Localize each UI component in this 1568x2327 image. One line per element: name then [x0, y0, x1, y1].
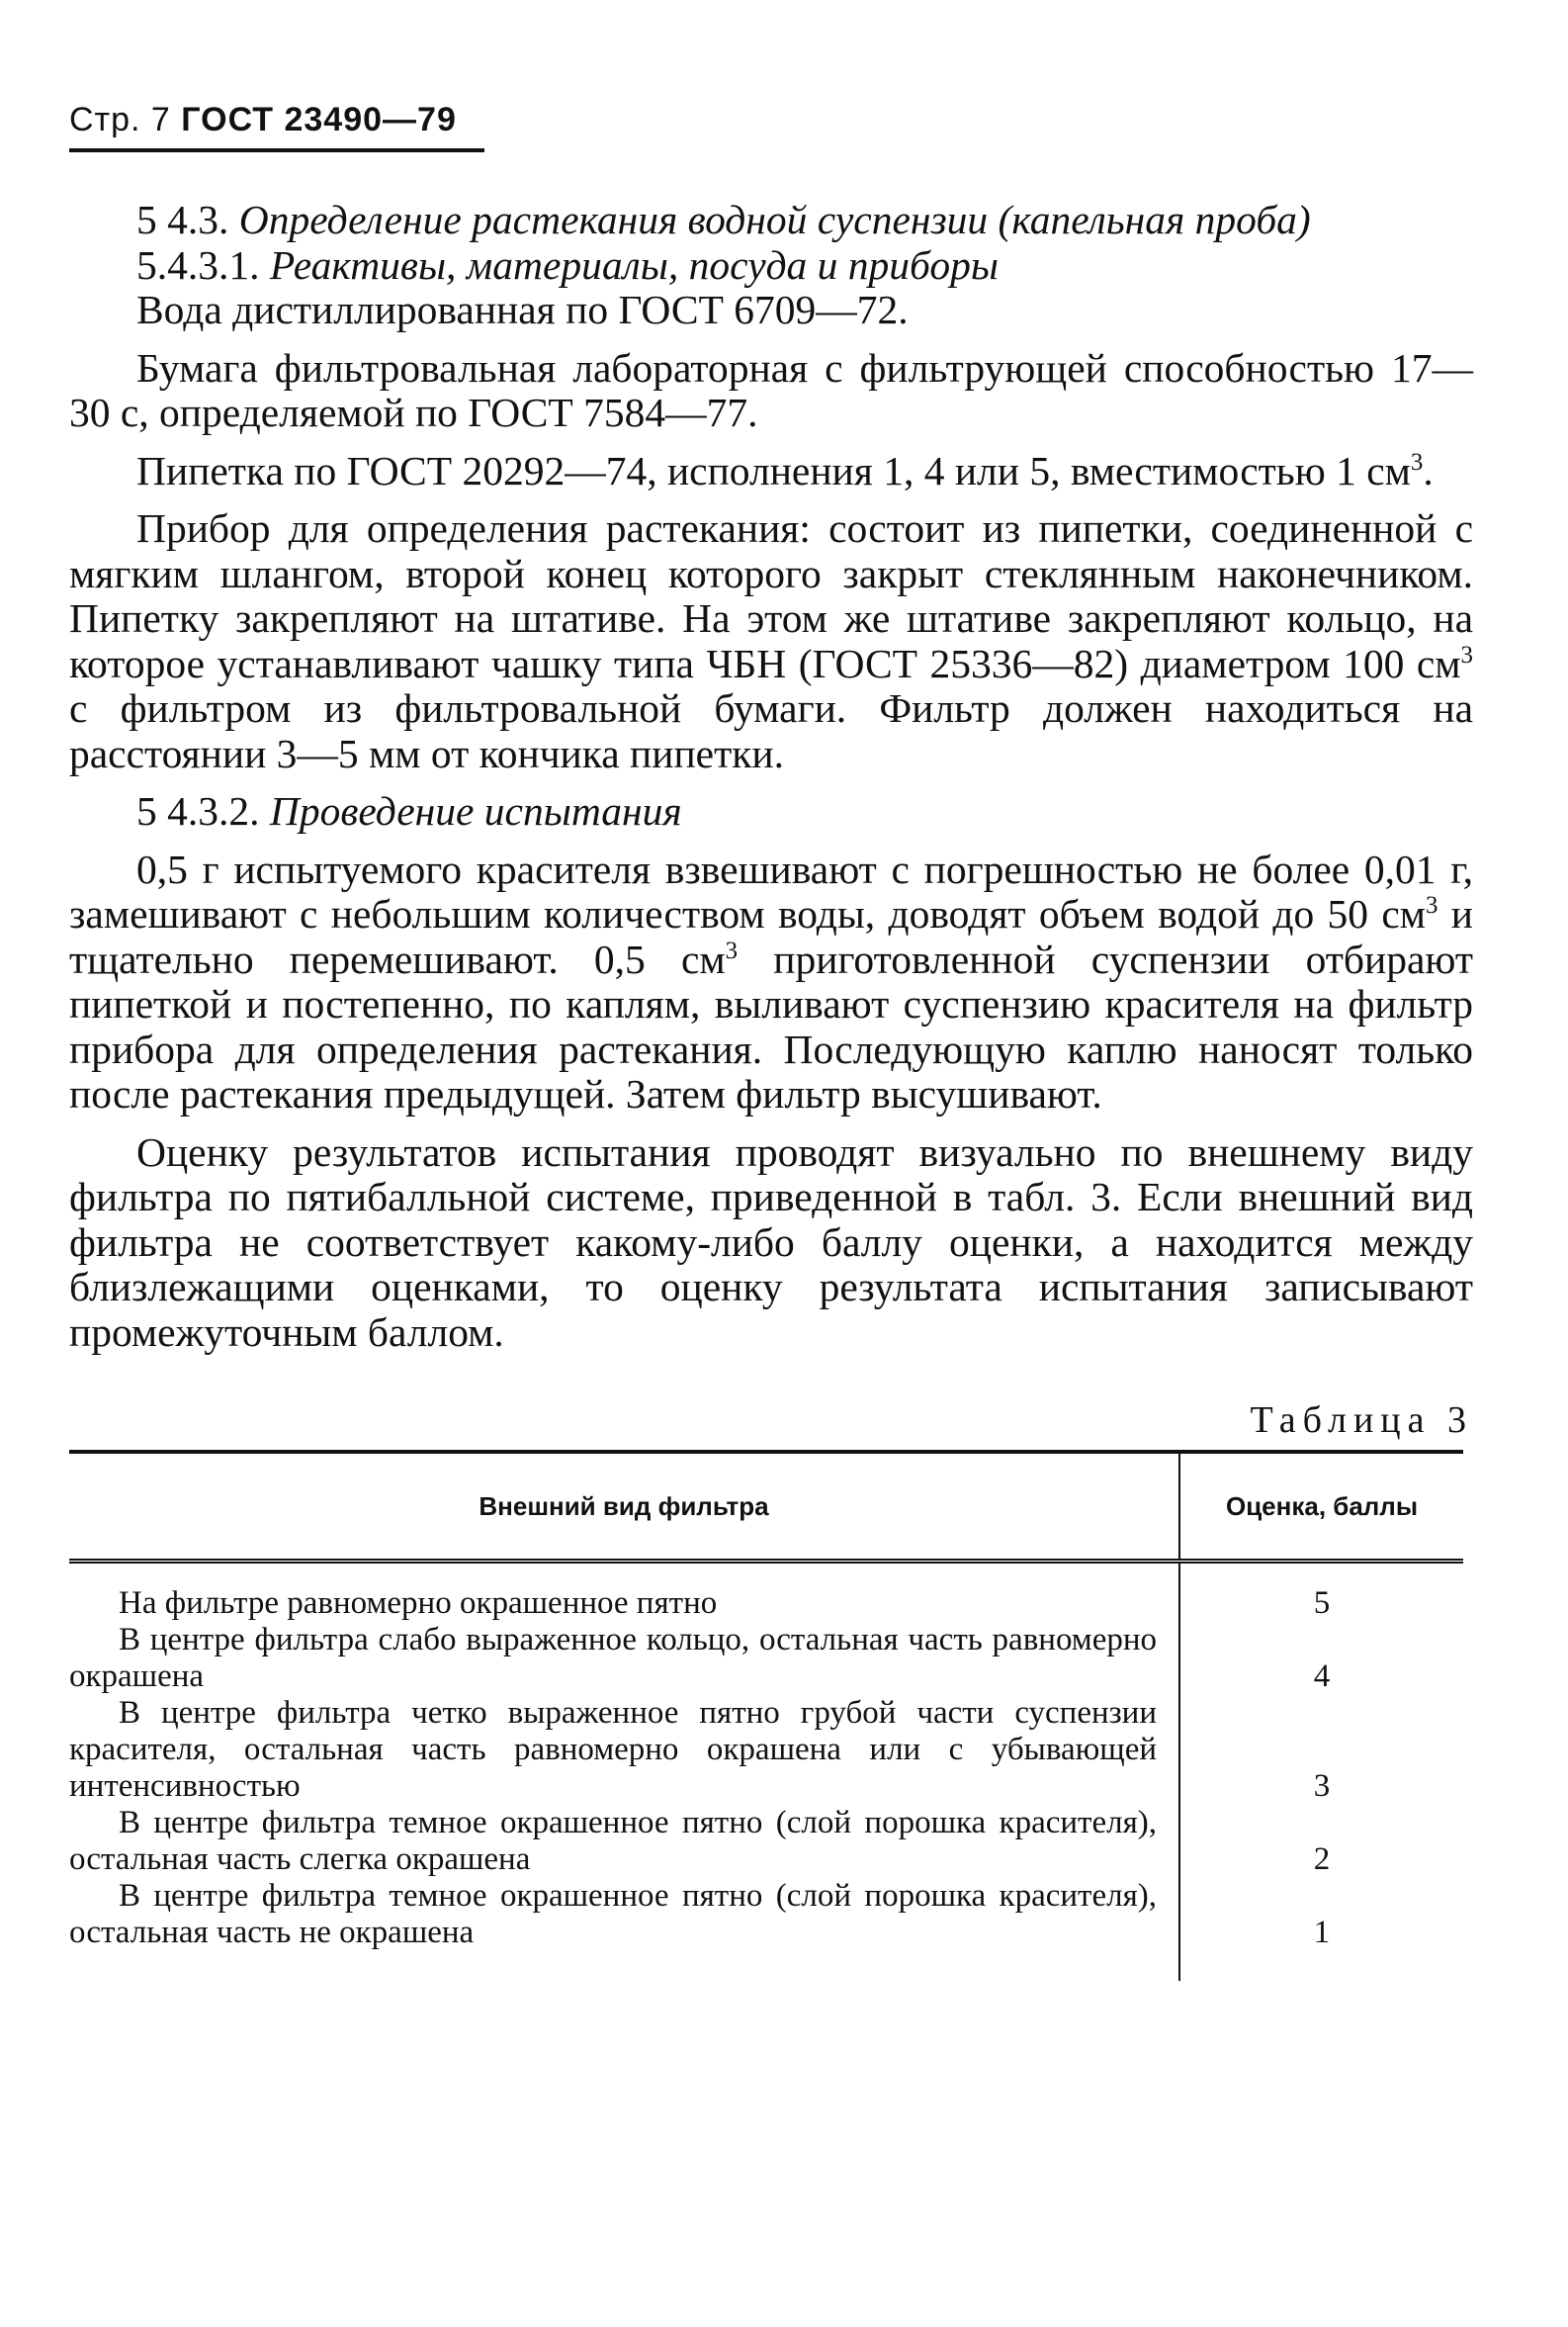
- text-run: Пипетка по ГОСТ 20292—74, исполнения 1, 4 или 5, вместимостью 1 см: [136, 447, 1411, 493]
- appearance-text: На фильтре равномерно окрашенное пятно: [119, 1585, 718, 1621]
- column-header-score: Оценка, баллы: [1179, 1452, 1463, 1562]
- document-code: ГОСТ 23490—79: [181, 101, 457, 138]
- table-header-row: [69, 1452, 1463, 1562]
- section-5-4-3-heading: [69, 198, 1473, 243]
- paragraph-device: [69, 506, 1473, 776]
- paragraph-procedure: [69, 848, 1473, 1118]
- section-title: Определение растекания водной суспензии (капельная проба): [238, 197, 1311, 242]
- score-cell: 2: [1313, 1841, 1331, 1877]
- score-cell: 3: [1313, 1768, 1331, 1804]
- score-cell: 5: [1313, 1585, 1331, 1621]
- text-run: и тщательно перемешивают. 0,5 см: [69, 891, 1473, 982]
- table-3: [69, 1450, 1463, 1981]
- text-run: приготовленной суспензии отбирают пипеткой и постепенно, по каплям, выливают суспензию красителя на фильтр прибора для определения растекания. Последующую каплю наносят только после растекания предыдущей. Затем фильтр высушивают.: [69, 936, 1473, 1117]
- table-row: [69, 1695, 1463, 1805]
- appearance-cell: [69, 1805, 1179, 1878]
- appearance-cell: [69, 1622, 1179, 1695]
- appearance-cell: [69, 1878, 1179, 1981]
- paragraph-water: Вода дистиллированная по ГОСТ 6709—72.: [136, 287, 909, 332]
- superscript: 3: [1460, 641, 1473, 669]
- section-number: 5.4.3.1.: [136, 241, 260, 288]
- table-row: [69, 1805, 1463, 1878]
- text-run: 0,5 г испытуемого красителя взвешивают с погрешностью не более 0,01 г, замешивают с небольшим количеством воды, доводят объем водой до 50 см: [69, 846, 1473, 937]
- section-5-4-3-1-heading: [69, 243, 1473, 289]
- table-caption: Таблица 3: [1250, 1399, 1473, 1441]
- text-run: с фильтром из фильтровальной бумаги. Фильтр должен находиться на расстоянии 3—5 мм от кончика пипетки.: [69, 685, 1473, 776]
- appearance-text: В центре фильтра четко выраженное пятно грубой части суспензии красителя, остальная часть равномерно окрашена или с убывающей интенсивностью: [69, 1695, 1157, 1804]
- page-number: Стр. 7: [69, 101, 171, 138]
- document-page: [69, 99, 1473, 1981]
- superscript: 3: [1410, 448, 1424, 476]
- appearance-cell: [69, 1695, 1179, 1805]
- text-run: .: [1423, 447, 1434, 493]
- section-number: 5 4.3.: [136, 197, 229, 242]
- page-header: [69, 99, 484, 152]
- paragraph-pipette: [69, 449, 1473, 494]
- column-header-appearance: Внешний вид фильтра: [69, 1452, 1179, 1562]
- appearance-text: В центре фильтра слабо выраженное кольцо, остальная часть равномерно окрашена: [69, 1622, 1157, 1694]
- section-5-4-3-2-heading: [69, 789, 1473, 835]
- score-cell: 4: [1313, 1658, 1331, 1694]
- appearance-text: В центре фильтра темное окрашенное пятно (слой порошка красителя), остальная часть не окрашена: [69, 1878, 1157, 1950]
- table-row: [69, 1878, 1463, 1981]
- section-title: Проведение испытания: [269, 788, 682, 834]
- appearance-text: В центре фильтра темное окрашенное пятно (слой порошка красителя), остальная часть слегка окрашена: [69, 1805, 1157, 1877]
- score-cell: 1: [1313, 1915, 1331, 1950]
- table-row: [69, 1622, 1463, 1695]
- superscript: 3: [725, 937, 739, 964]
- text-run: Прибор для определения растекания: состоит из пипетки, соединенной с мягким шлангом, второй конец которого закрыт стеклянным наконечником. Пипетку закрепляют на штативе. На этом же штативе закрепляют кольцо, на которое устанавливают чашку типа ЧБН (ГОСТ 25336—82) диаметром 100 см: [69, 505, 1473, 686]
- body-text: [69, 198, 1473, 1355]
- section-number: 5 4.3.2.: [136, 788, 260, 834]
- paragraph-evaluation: Оценку результатов испытания проводят визуально по внешнему виду фильтра по пятибалльной системе, приведенной в табл. 3. Если внешний вид фильтра не соответствует какому-либо баллу оценки, а находится между близлежащими оценками, то оценку результата испытания записывают промежуточным баллом.: [69, 1128, 1473, 1355]
- paragraph-filter-paper: Бумага фильтровальная лабораторная с фильтрующей способностью 17—30 с, определяемой по ГОСТ 7584—77.: [69, 344, 1473, 435]
- appearance-cell: [69, 1562, 1179, 1623]
- section-title: Реактивы, материалы, посуда и приборы: [269, 241, 999, 288]
- table-row: [69, 1562, 1463, 1623]
- superscript: 3: [1426, 892, 1438, 920]
